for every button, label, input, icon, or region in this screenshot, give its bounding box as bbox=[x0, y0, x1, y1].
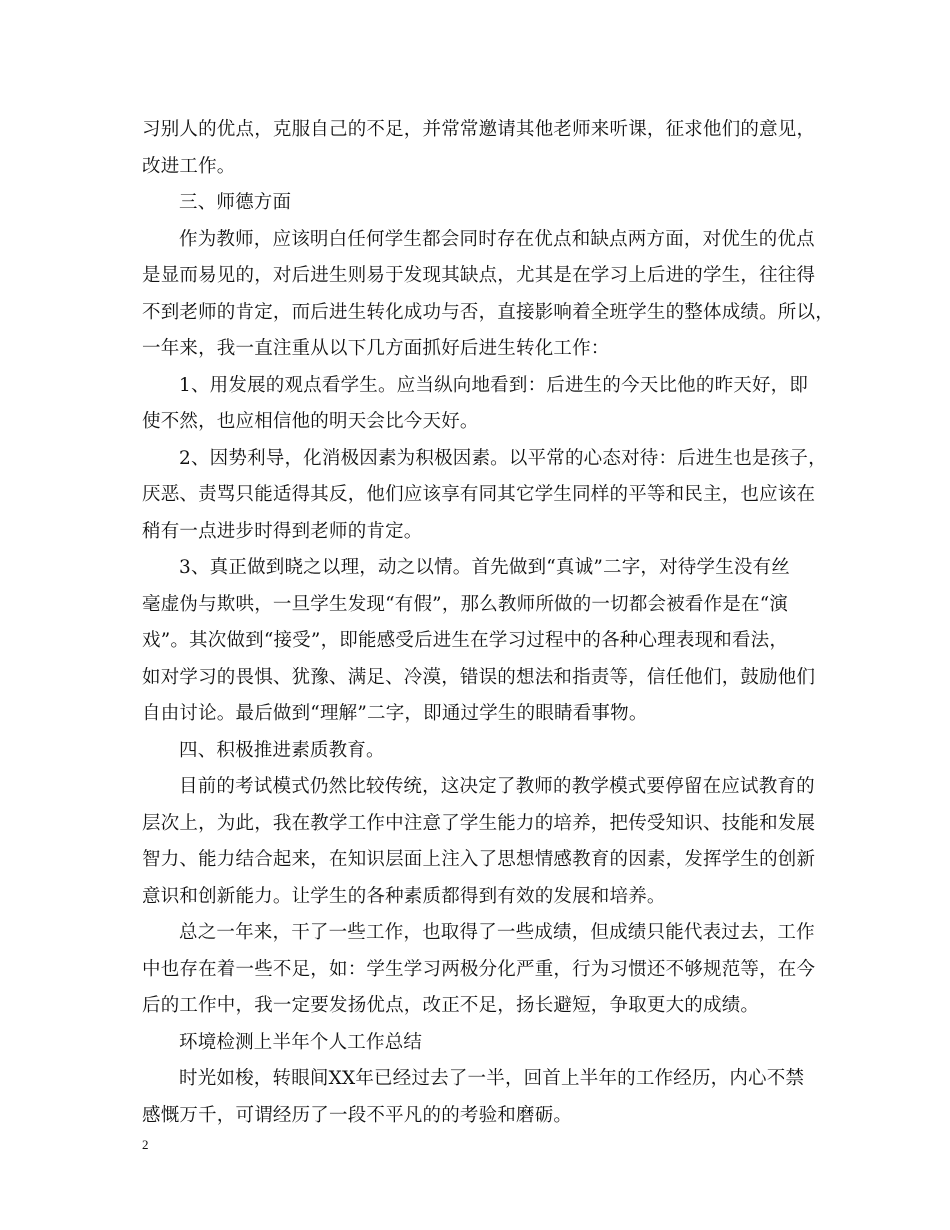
text-line: 厌恶、责骂只能适得其反，他们应该享有同其它学生同样的平等和民主，也应该在 bbox=[142, 484, 816, 505]
text-line: 不到老师的肯定，而后进生转化成功与否，直接影响着全班学生的整体成绩。所以， bbox=[142, 301, 834, 323]
text-line: 总之一年来，干了一些工作，也取得了一些成绩，但成绩只能代表过去，工作 bbox=[179, 922, 815, 943]
text-line: 后的工作中，我一定要发扬优点，改正不足，扬长避短，争取更大的成绩。 bbox=[142, 995, 760, 1016]
text-line: 自由讨论。最后做到“理解”二字，即通过学生的眼睛看事物。 bbox=[142, 703, 648, 724]
text-line: 习别人的优点，克服自己的不足，并常常邀请其他老师来听课，征求他们的意见， bbox=[142, 119, 816, 140]
text-line: 3、真正做到晓之以理，动之以情。首先做到“真诚”二字，对待学生没有丝 bbox=[179, 557, 790, 578]
text-line: 改进工作。 bbox=[142, 155, 236, 177]
text-line: 2、因势利导，化消极因素为积极因素。以平常的心态对待：后进生也是孩子， bbox=[179, 447, 827, 469]
text-line: 稍有一点进步时得到老师的肯定。 bbox=[142, 520, 423, 542]
text-line: 1、用发展的观点看学生。应当纵向地看到：后进生的今天比他的昨天好，即 bbox=[179, 374, 809, 396]
text-line: 使不然，也应相信他的明天会比今天好。 bbox=[142, 411, 479, 432]
section-heading: 四、积极推进素质教育。 bbox=[179, 739, 385, 761]
page-number: 2 bbox=[142, 1137, 149, 1152]
section-heading: 环境检测上半年个人工作总结 bbox=[179, 1031, 423, 1053]
text-line: 如对学习的畏惧、犹豫、满足、冷漠，错误的想法和指责等，信任他们，鼓励他们 bbox=[142, 666, 816, 688]
document-body bbox=[142, 112, 834, 1134]
section-heading: 三、师德方面 bbox=[179, 192, 292, 213]
text-line: 智力、能力结合起来，在知识层面上注入了思想情感教育的因素，发挥学生的创新 bbox=[142, 849, 816, 870]
text-line: 中也存在着一些不足，如：学生学习两极分化严重，行为习惯还不够规范等，在今 bbox=[142, 958, 816, 980]
text-line: 意识和创新能力。让学生的各种素质都得到有效的发展和培养。 bbox=[142, 885, 666, 907]
text-line: 目前的考试模式仍然比较传统，这决定了教师的教学模式要停留在应试教育的 bbox=[179, 776, 815, 797]
text-line: 是显而易见的，对后进生则易于发现其缺点，尤其是在学习上后进的学生，往往得 bbox=[142, 265, 816, 286]
text-line: 作为教师，应该明白任何学生都会同时存在优点和缺点两方面，对优生的优点 bbox=[179, 228, 815, 250]
text-line: 感慨万千，可谓经历了一段不平凡的的考验和磨砺。 bbox=[142, 1104, 573, 1126]
text-line: 一年来，我一直注重从以下几方面抓好后进生转化工作： bbox=[142, 338, 610, 359]
text-line: 时光如梭，转眼间XX年已经过去了一半，回首上半年的工作经历，内心不禁 bbox=[179, 1068, 805, 1089]
text-line: 戏”。其次做到“接受”，即能感受后进生在学习过程中的各种心理表现和看法， bbox=[142, 630, 789, 651]
text-line: 层次上，为此，我在教学工作中注意了学生能力的培养，把传受知识、技能和发展 bbox=[142, 812, 816, 834]
text-line: 毫虚伪与欺哄，一旦学生发现“有假”，那么教师所做的一切都会被看作是在“演 bbox=[142, 593, 789, 615]
